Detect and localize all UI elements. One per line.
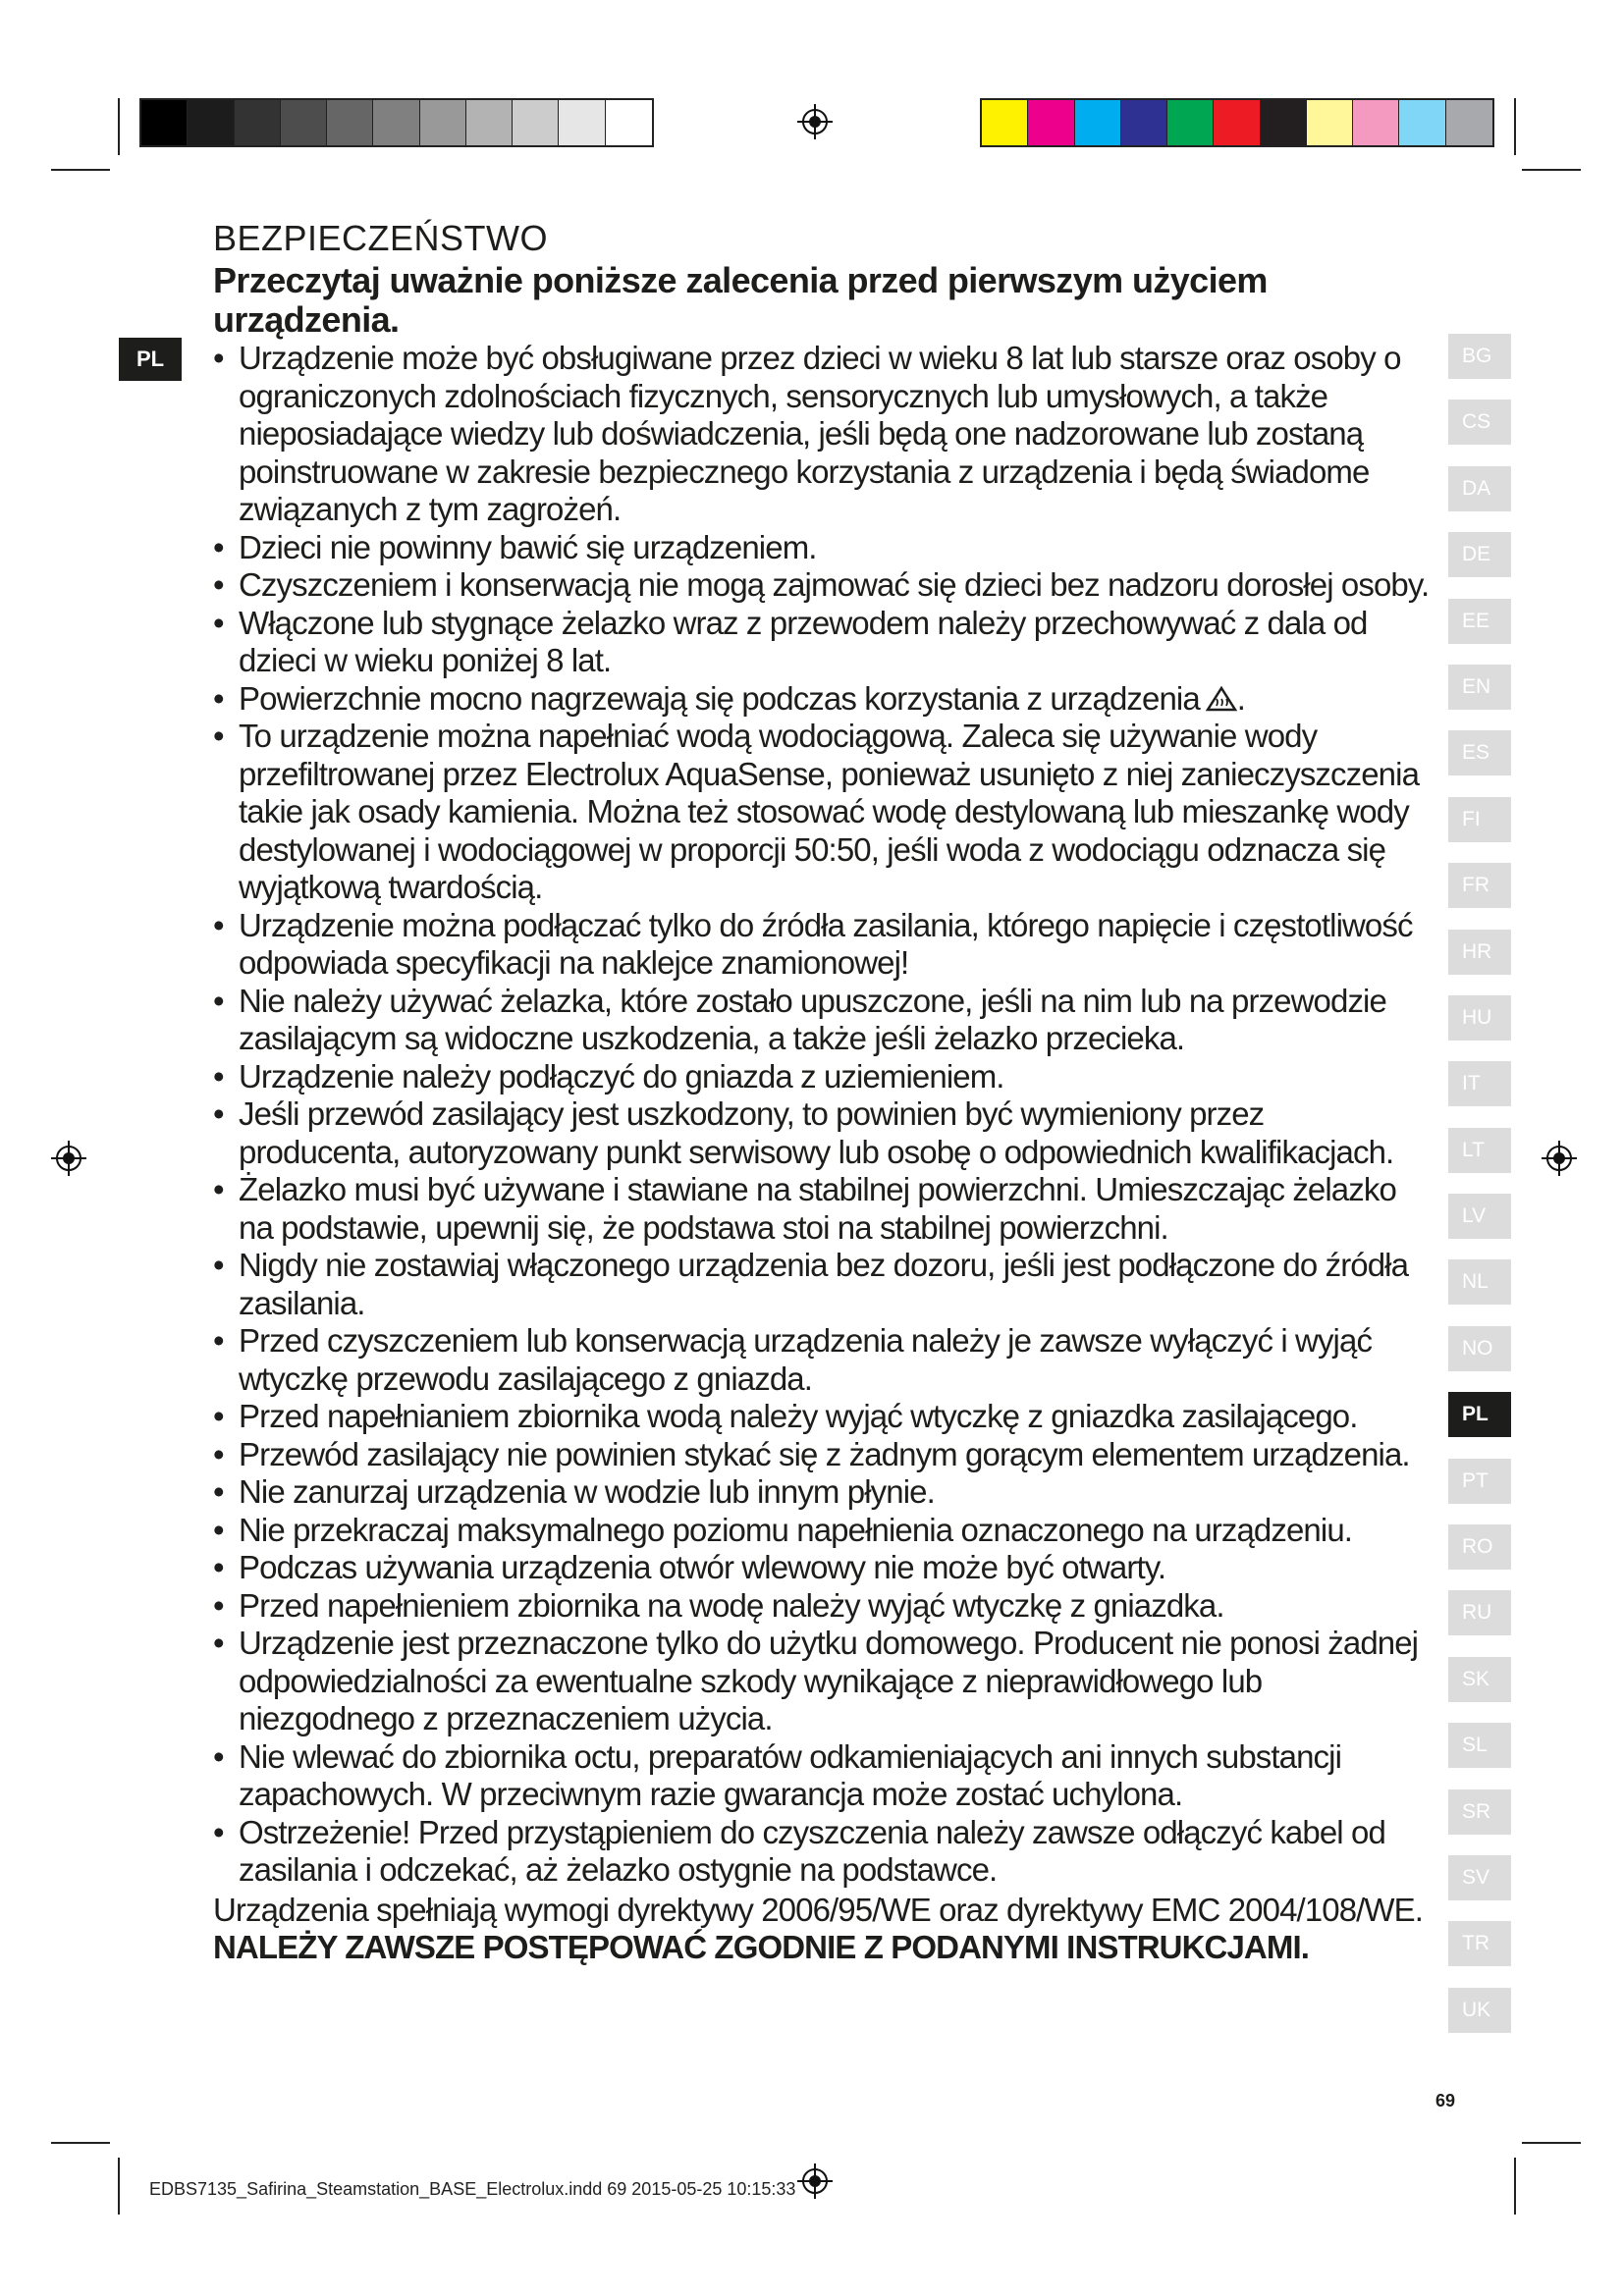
safety-rule-text: Urządzenie może być obsługiwane przez dzieci w wieku 8 lat lub starsze oraz osoby o ograniczonych zdolnościach fizycznych, sensorycznych lub umysłowych, a także nieposiadające wiedzy lub doświadczenia, jeśli będą one nadzorowane lub zostaną poinstruowane w zakresie bezpiecznego korzystania z urządzenia i będą świadome związanych z tym zagrożeń.: [239, 340, 1401, 527]
safety-rule-text: Nigdy nie zostawiaj włączonego urządzenia bez dozoru, jeśli jest podłączone do źródła zasilania.: [239, 1247, 1409, 1321]
crop-mark-top-left-h: [51, 169, 110, 171]
safety-rule-text: Jeśli przewód zasilający jest uszkodzony, to powinien być wymieniony przez producenta, autoryzowany punkt serwisowy lub osobę o odpowiednich kwalifikacjach.: [239, 1095, 1394, 1170]
safety-rule-item: [213, 1473, 1431, 1512]
page-number: 69: [1435, 2091, 1456, 2110]
process-color-swatch: [1214, 100, 1260, 145]
safety-rule-text: Nie należy używać żelazka, które zostało upuszczone, jeśli na nim lub na przewodzie zasilającym są widoczne uszkodzenia, a także jeśli żelazko przecieka.: [239, 982, 1386, 1056]
language-tab-ro: RO: [1448, 1524, 1511, 1570]
safety-rule-item: [213, 718, 1431, 907]
language-tab-bg: BG: [1448, 334, 1511, 379]
safety-rule-item: [213, 983, 1431, 1058]
process-color-swatch: [1028, 100, 1074, 145]
language-tab-de: DE: [1448, 532, 1511, 577]
process-color-swatch: [1307, 100, 1353, 145]
safety-rule-text: Dzieci nie powinny bawić się urządzeniem.: [239, 528, 817, 565]
safety-rule-item: [213, 1549, 1431, 1587]
safety-rule-item: [213, 1322, 1431, 1398]
language-tab-es: ES: [1448, 730, 1511, 775]
safety-rule-text: Czyszczeniem i konserwacją nie mogą zajmować się dzieci bez nadzoru dorosłej osoby.: [239, 566, 1430, 603]
intro-text: Przeczytaj uważnie poniższe zalecenia przed pierwszym użyciem urządzenia.: [213, 260, 1268, 340]
grayscale-swatch: [281, 100, 327, 145]
language-tab-cs: CS: [1448, 400, 1511, 445]
section-title: BEZPIECZEŃSTWO: [213, 218, 549, 258]
print-slug: EDBS7135_Safirina_Steamstation_BASE_Electrolux.indd 69 2015-05-25 10:15:33: [149, 2179, 796, 2199]
safety-rule-item: [213, 1625, 1431, 1738]
process-color-swatch: [1075, 100, 1121, 145]
rule-suffix: .: [1236, 679, 1246, 717]
language-tab-da: DA: [1448, 466, 1511, 511]
language-tab-lt: LT: [1448, 1128, 1511, 1173]
safety-rule-text: Podczas używania urządzenia otwór wlewowy nie może być otwarty.: [239, 1549, 1166, 1585]
safety-rule-item: [213, 1398, 1431, 1436]
safety-rule-item: [213, 1738, 1431, 1814]
safety-rule-text: Przed czyszczeniem lub konserwacją urządzenia należy je zawsze wyłączyć i wyjąć wtyczkę przewodu zasilającego z gniazda.: [239, 1322, 1373, 1397]
language-tab-tr: TR: [1448, 1921, 1511, 1966]
grayscale-swatch: [513, 100, 559, 145]
grayscale-swatch: [373, 100, 419, 145]
safety-rule-text: Żelazko musi być używane i stawiane na stabilnej powierzchni. Umieszczając żelazko na podstawie, upewnij się, że podstawa stoi na stabilnej powierzchni.: [239, 1171, 1396, 1246]
safety-rule-item: [213, 1436, 1431, 1474]
language-tab-pt: PT: [1448, 1459, 1511, 1504]
language-tab-fi: FI: [1448, 797, 1511, 842]
grayscale-swatch: [559, 100, 605, 145]
safety-rule-text: To urządzenie można napełniać wodą wodociągową. Zaleca się używanie wody przefiltrowanej przez Electrolux AquaSense, ponieważ usunięto z niej zanieczyszczenia takie jak osady kamienia. Można też stosować wodę destylowaną lub mieszankę wody destylowanej i wodociągowej w proporcji 50:50, jeśli woda z wodociągu odznacza się wyjątkową twardością.: [239, 718, 1420, 905]
language-tab-sr: SR: [1448, 1789, 1511, 1835]
crop-mark-bottom-left-v: [118, 2158, 120, 2215]
safety-rule-text: Nie wlewać do zbiornika octu, preparatów odkamieniających ani innych substancji zapachowych. W przeciwnym razie gwarancja może zostać uchylona.: [239, 1737, 1342, 1812]
closing-bold-text: NALEŻY ZAWSZE POSTĘPOWAĆ ZGODNIE Z PODANYMI INSTRUKCJAMI.: [213, 1929, 1309, 1965]
process-color-swatch: [1167, 100, 1214, 145]
safety-rule-item: [213, 566, 1431, 605]
language-tab-sk: SK: [1448, 1657, 1511, 1702]
language-tab-lv: LV: [1448, 1194, 1511, 1239]
registration-mark-left-icon: [51, 1141, 86, 1176]
crop-mark-top-left-v: [118, 98, 120, 155]
language-tab-ee: EE: [1448, 599, 1511, 644]
language-index: [1448, 334, 1511, 2054]
safety-rule-text: Urządzenie jest przeznaczone tylko do użytku domowego. Producent nie ponosi żadnej odpowiedzialności za ewentualne szkody wynikające z nieprawidłowego lub niezgodnego z przeznaczeniem użycia.: [239, 1625, 1419, 1736]
crop-mark-bottom-right-v: [1514, 2158, 1516, 2215]
safety-rule-item: [213, 1587, 1431, 1626]
safety-rule-text: Nie przekraczaj maksymalnego poziomu napełnienia oznaczonego na urządzeniu.: [239, 1511, 1353, 1548]
hot-surface-warning-icon: [1206, 686, 1237, 712]
language-tab-en: EN: [1448, 665, 1511, 710]
safety-rule-item: [213, 1512, 1431, 1550]
safety-rule-text: Przed napełnianiem zbiornika wodą należy wyjąć wtyczkę z gniazdka zasilającego.: [239, 1398, 1358, 1434]
grayscale-swatch: [606, 100, 652, 145]
language-tab-fr: FR: [1448, 863, 1511, 908]
safety-rule-item: [213, 1814, 1431, 1890]
grayscale-swatch: [188, 100, 234, 145]
safety-rule-item: [213, 907, 1431, 983]
process-color-swatch: [1121, 100, 1167, 145]
language-tab-hu: HU: [1448, 995, 1511, 1041]
process-color-swatch: [982, 100, 1028, 145]
process-color-swatch: [1353, 100, 1399, 145]
language-side-tag: PL: [119, 338, 182, 381]
registration-mark-right-icon: [1542, 1141, 1577, 1176]
safety-rule-item: [213, 1058, 1431, 1096]
language-tab-nl: NL: [1448, 1259, 1511, 1305]
grayscale-color-bar: [139, 98, 654, 147]
closing-statement: [213, 1892, 1431, 1967]
grayscale-swatch: [327, 100, 373, 145]
safety-rule-text: Włączone lub stygnące żelazko wraz z przewodem należy przechowywać z dala od dzieci w wieku poniżej 8 lat.: [239, 604, 1368, 678]
process-color-bar: [980, 98, 1494, 147]
language-tab-pl: PL: [1448, 1392, 1511, 1437]
safety-rule-item: [213, 1247, 1431, 1322]
safety-rule-item: [213, 340, 1431, 529]
crop-mark-bottom-left-h: [51, 2142, 110, 2144]
grayscale-swatch: [235, 100, 281, 145]
safety-rule-text: Urządzenie należy podłączyć do gniazda z uziemieniem.: [239, 1057, 1004, 1095]
safety-rule-item: [213, 605, 1431, 680]
safety-rule-text: Przewód zasilający nie powinien stykać się z żadnym gorącym elementem urządzenia.: [239, 1435, 1410, 1472]
language-tab-no: NO: [1448, 1326, 1511, 1371]
language-tab-it: IT: [1448, 1061, 1511, 1106]
grayscale-swatch: [141, 100, 188, 145]
safety-rule-item: [213, 529, 1431, 567]
language-tab-uk: UK: [1448, 1988, 1511, 2033]
language-tab-ru: RU: [1448, 1590, 1511, 1635]
closing-normal-text: Urządzenia spełniają wymogi dyrektywy 2006/95/WE oraz dyrektywy EMC 2004/108/WE.: [213, 1891, 1424, 1928]
safety-rule-item: [213, 1095, 1431, 1171]
safety-rule-item: [213, 680, 1431, 719]
crop-mark-top-right-h: [1522, 169, 1581, 171]
language-tab-sv: SV: [1448, 1855, 1511, 1900]
safety-rule-text: Nie zanurzaj urządzenia w wodzie lub innym płynie.: [239, 1473, 935, 1510]
safety-rules-list: [213, 340, 1431, 1890]
safety-rule-item: [213, 1171, 1431, 1247]
language-tab-hr: HR: [1448, 930, 1511, 975]
process-color-swatch: [1261, 100, 1307, 145]
registration-mark-top-icon: [797, 104, 833, 139]
language-tab-sl: SL: [1448, 1723, 1511, 1768]
safety-section: [213, 218, 1431, 1967]
grayscale-swatch: [466, 100, 513, 145]
safety-rule-text: Urządzenie można podłączać tylko do źródła zasilania, którego napięcie i częstotliwość odpowiada specyfikacji na naklejce znamionowej!: [239, 906, 1413, 981]
process-color-swatch: [1446, 100, 1492, 145]
grayscale-swatch: [420, 100, 466, 145]
registration-mark-bottom-icon: [797, 2163, 833, 2199]
safety-rule-text: Powierzchnie mocno nagrzewają się podczas korzystania z urządzenia: [239, 679, 1200, 717]
safety-rule-text: Ostrzeżenie! Przed przystąpieniem do czyszczenia należy zawsze odłączyć kabel od zasilania i odczekać, aż żelazko ostygnie na podstawce.: [239, 1813, 1385, 1888]
process-color-swatch: [1399, 100, 1445, 145]
safety-rule-text: Przed napełnieniem zbiornika na wodę należy wyjąć wtyczkę z gniazdka.: [239, 1586, 1224, 1624]
crop-mark-top-right-v: [1514, 98, 1516, 155]
crop-mark-bottom-right-h: [1522, 2142, 1581, 2144]
